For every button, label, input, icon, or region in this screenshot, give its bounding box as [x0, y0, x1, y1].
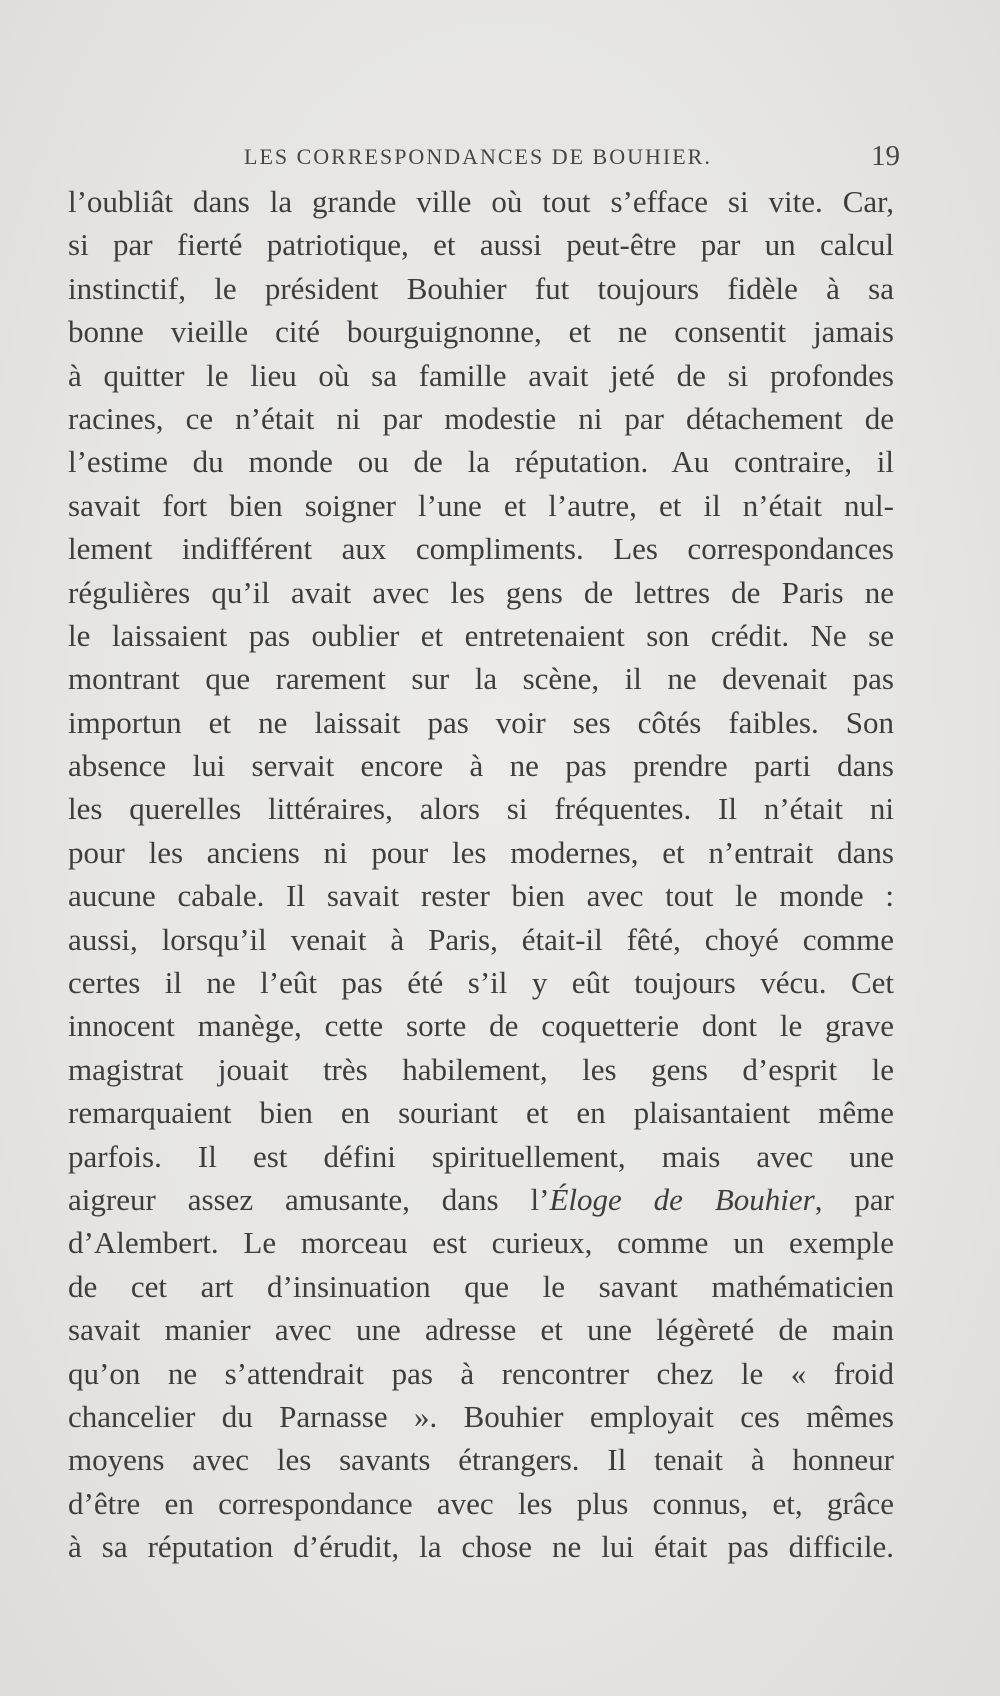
text-line: de cet art d’insinuation que le savant mathématicien — [68, 1268, 894, 1304]
text-line: bonne vieille cité bourguignonne, et ne consentit jamais — [68, 314, 894, 350]
text-line: qu’on ne s’attendrait pas à rencontrer chez le « froid — [68, 1355, 894, 1391]
text-line: certes il ne l’eût pas été s’il y eût toujours vécu. Cet — [68, 965, 894, 1001]
text-line: importun et ne laissait pas voir ses côtés faibles. Son — [68, 704, 894, 740]
text-line: l’estime du monde ou de la réputation. Au contraire, il — [68, 444, 894, 480]
text-line: pour les anciens ni pour les modernes, et n’entrait dans — [68, 834, 894, 870]
text-line-with-italic — [68, 1178, 894, 1221]
text-line: l’oubliât dans la grande ville où tout s’efface si vite. Car, — [68, 184, 894, 219]
text-segment: aigreur assez amusante, dans l’ — [68, 1181, 550, 1217]
text-line: à sa réputation d’érudit, la chose ne lui était pas difficile. — [68, 1529, 894, 1565]
text-line: instinctif, le président Bouhier fut toujours fidèle à sa — [68, 270, 894, 306]
text-line: parfois. Il est défini spirituellement, mais avec une — [68, 1138, 894, 1174]
text-line: les querelles littéraires, alors si fréquentes. Il n’était ni — [68, 791, 894, 827]
text-line: montrant que rarement sur la scène, il ne devenait pas — [68, 661, 894, 697]
text-line: remarquaient bien en souriant et en plaisantaient même — [68, 1095, 894, 1131]
text-line: à quitter le lieu où sa famille avait jeté de si profondes — [68, 357, 894, 393]
text-line: d’être en correspondance avec les plus connus, et, grâce — [68, 1485, 894, 1521]
text-line: magistrat jouait très habilement, les gens d’esprit le — [68, 1051, 894, 1087]
body-text — [68, 180, 894, 1569]
text-line: innocent manège, cette sorte de coquetterie dont le grave — [68, 1008, 894, 1044]
italic-title: Éloge de Bouhier — [549, 1181, 815, 1217]
text-line: absence lui servait encore à ne pas prendre parti dans — [68, 748, 894, 784]
text-line: le laissaient pas oublier et entretenaient son crédit. Ne se — [68, 617, 894, 653]
text-line: savait manier avec une adresse et une légèreté de main — [68, 1312, 894, 1348]
text-segment: , par — [814, 1181, 894, 1217]
page-number: 19 — [871, 140, 900, 172]
text-line: chancelier du Parnasse ». Bouhier employait ces mêmes — [68, 1398, 894, 1434]
text-line: régulières qu’il avait avec les gens de lettres de Paris ne — [68, 574, 894, 610]
text-line: racines, ce n’était ni par modestie ni par détachement de — [68, 400, 894, 436]
text-line: d’Alembert. Le morceau est curieux, comme un exemple — [68, 1225, 894, 1261]
text-line: si par fierté patriotique, et aussi peut-être par un calcul — [68, 227, 894, 263]
text-line: aussi, lorsqu’il venait à Paris, était-il fêté, choyé comme — [68, 921, 894, 957]
text-line: lement indifférent aux compliments. Les correspondances — [68, 531, 894, 567]
text-line: aucune cabale. Il savait rester bien avec tout le monde : — [68, 878, 894, 914]
running-header — [68, 136, 908, 176]
text-line: savait fort bien soigner l’une et l’autre, et il n’était nul- — [68, 487, 894, 523]
text-line: moyens avec les savants étrangers. Il tenait à honneur — [68, 1442, 894, 1478]
running-title: LES CORRESPONDANCES DE BOUHIER. — [244, 144, 712, 169]
